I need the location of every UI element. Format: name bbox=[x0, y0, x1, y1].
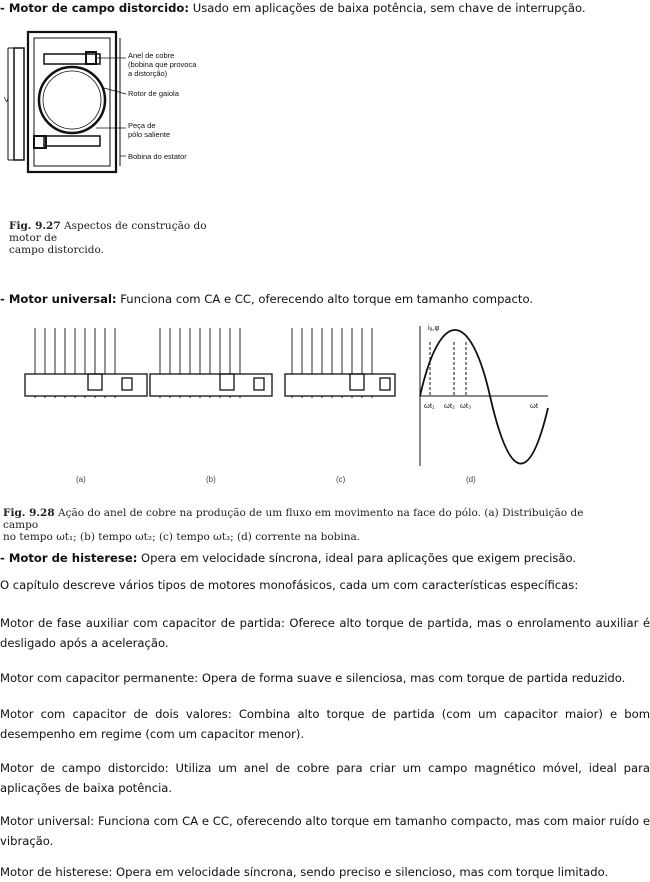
label-rotor-gaiola: Rotor de gaiola bbox=[128, 89, 179, 98]
panel-a bbox=[25, 328, 147, 398]
paragraph-intro: O capítulo descreve vários tipos de motores monofásicos, cada um com características específicas: bbox=[0, 578, 579, 592]
panel-c bbox=[285, 328, 395, 398]
label-bobina-estator: Bobina do estator bbox=[128, 152, 187, 161]
tick-wt1: ωt₁ bbox=[424, 401, 435, 410]
panel-d bbox=[420, 326, 548, 466]
sublabel-a: (a) bbox=[76, 475, 86, 484]
sublabel-c: (c) bbox=[336, 475, 346, 484]
shaded-pole-motor-figure bbox=[0, 28, 230, 183]
paragraph-fase-auxiliar: Motor de fase auxiliar com capacitor de partida: Oferece alto torque de partida, mas o enrolamento auxiliar é desligado após a aceleração. bbox=[0, 616, 650, 650]
sublabel-b: (b) bbox=[206, 475, 216, 484]
section-text: Usado em aplicações de baixa potência, sem chave de interrupção. bbox=[189, 1, 586, 15]
label-bobina-provoca: (bobina que provoca bbox=[128, 60, 197, 69]
paragraph-campo-distorcido: Motor de campo distorcido: Utiliza um anel de cobre para criar um campo magnético móvel, ideal para aplicações de baixa potência. bbox=[0, 761, 650, 795]
paragraph-capacitor-permanente: Motor com capacitor permanente: Opera de forma suave e silenciosa, mas com torque de partida reduzido. bbox=[0, 671, 626, 685]
figure-caption-927: Fig. 9.27 Aspectos de construção do motor de campo distorcido. bbox=[9, 220, 207, 256]
axis-y-label: iₐ,φ bbox=[428, 323, 440, 332]
voltage-label: V bbox=[4, 95, 10, 104]
section-label: - Motor universal: bbox=[0, 292, 117, 306]
axis-x-label: ωt bbox=[530, 401, 538, 410]
paragraph-dois-valores: Motor com capacitor de dois valores: Combina alto torque de partida (com um capacitor maior) e bom desempenho em regime (com um capacitor menor). bbox=[0, 707, 650, 741]
tick-wt3: ωt₃ bbox=[460, 401, 471, 410]
flux-distribution-figure bbox=[0, 318, 650, 490]
sublabel-d: (d) bbox=[466, 475, 476, 484]
paragraph-histerese: Motor de histerese: Opera em velocidade síncrona, sendo preciso e silencioso, mas com torque limitado. bbox=[0, 865, 609, 879]
section-text: Funciona com CA e CC, oferecendo alto torque em tamanho compacto. bbox=[116, 292, 534, 306]
label-distorcao: a distorção) bbox=[128, 69, 168, 78]
section-label: - Motor de campo distorcido: bbox=[0, 1, 190, 15]
section-label: - Motor de histerese: bbox=[0, 551, 138, 565]
label-peca: Peça de bbox=[128, 121, 156, 130]
motor-campo-distorcido-line bbox=[0, 0, 586, 16]
paragraph-universal: Motor universal: Funciona com CA e CC, oferecendo alto torque em tamanho compacto, mas com maior ruído e vibração. bbox=[0, 814, 650, 848]
figure-caption-928: Fig. 9.28 Ação do anel de cobre na produção de um fluxo em movimento na face do pólo. (a) Distribuição de campo no tempo ωt₁; (b) tempo ωt₂; (c) tempo ωt₃; (d) corrente na bobina. bbox=[3, 507, 584, 543]
panel-b bbox=[150, 328, 272, 398]
label-polo-saliente: pólo saliente bbox=[128, 130, 171, 139]
section-text: Opera em velocidade síncrona, ideal para aplicações que exigem precisão. bbox=[137, 551, 577, 565]
motor-universal-line bbox=[0, 291, 533, 307]
motor-histerese-line bbox=[0, 550, 576, 566]
tick-wt2: ωt₂ bbox=[444, 401, 455, 410]
label-anel-cobre: Anel de cobre bbox=[128, 51, 175, 60]
